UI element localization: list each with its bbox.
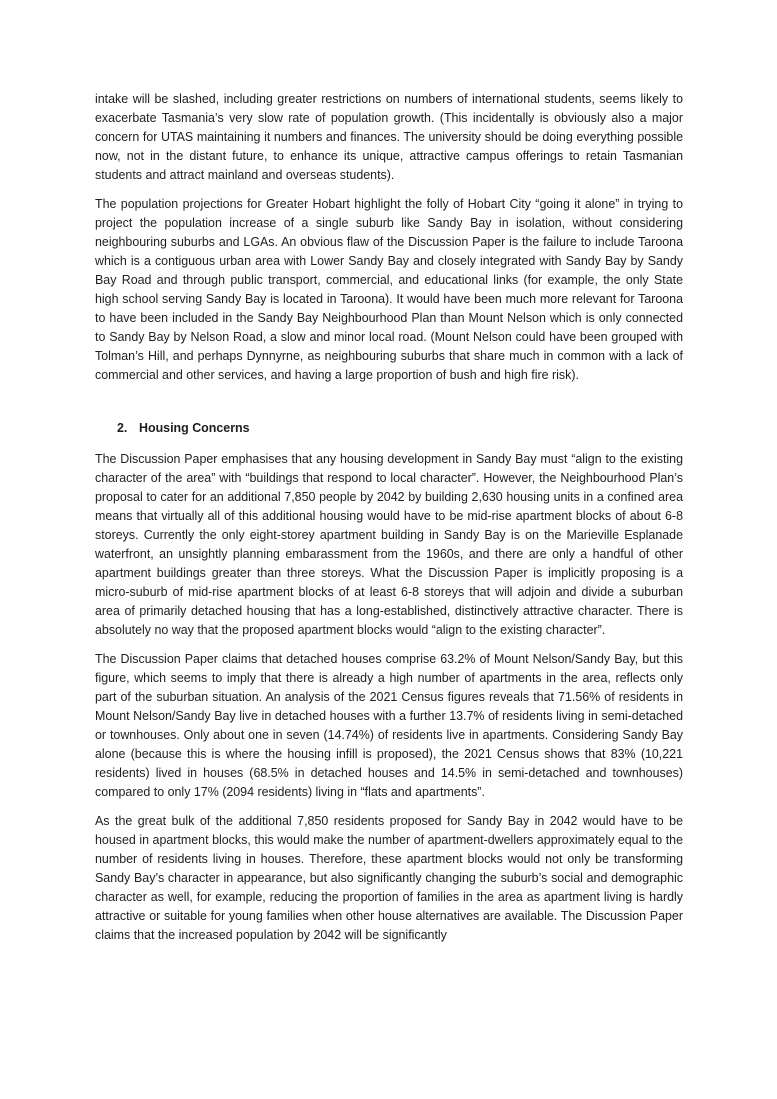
paragraph-existing-character: The Discussion Paper emphasises that any housing development in Sandy Bay must “align to the existing character of the area” with “buildings that respond to local character”. However, the Neighbourhood Plan’s proposal to cater for an additional 7,850 people by 2042 by building 2,630 housing units in a confined area means that virtually all of this additional housing would have to be mid-rise apartment blocks of about 6-8 storeys. Currently the only eight-storey apartment building in Sandy Bay is on the Marieville Esplanade waterfront, an unsightly planning embarassment from the 1960s, and there are only a handful of other apartment buildings greater than three storeys. What the Discussion Paper is implicitly proposing is a micro-suburb of mid-rise apartment blocks of at least 6-8 storeys that will adjoin and divide a suburban area of primarily detached housing that has a long-established, distinctively attractive character. There is absolutely no way that the proposed apartment blocks would “align to the existing character”.: [95, 452, 683, 637]
paragraph-intake: intake will be slashed, including greater restrictions on numbers of international students, seems likely to exacerbate Tasmania’s very slow rate of population growth. (This incidentally is obviously also a major concern for UTAS maintaining it numbers and finances. The university should be doing everything possible now, not in the distant future, to enhance its unique, attractive campus offerings to retain Tasmanian students and attract mainland and overseas students).: [95, 92, 683, 182]
paragraph-apartment-dwellers: As the great bulk of the additional 7,850 residents proposed for Sandy Bay in 2042 would have to be housed in apartment blocks, this would make the number of apartment-dwellers approximately equal to the number of residents living in houses. Therefore, these apartment blocks would not only be transforming Sandy Bay’s character in appearance, but also significantly changing the suburb’s social and demographic character as well, for example, reducing the proportion of families in the area as apartment living is hardly attractive or suitable for young families when other house alternatives are available. The Discussion Paper claims that the increased population by 2042 will be significantly: [95, 814, 683, 942]
paragraph-census-figures: The Discussion Paper claims that detached houses comprise 63.2% of Mount Nelson/Sandy Bay, but this figure, which seems to imply that there is already a high number of apartments in the area, reflects only part of the suburban situation. An analysis of the 2021 Census figures reveals that 71.56% of residents in Mount Nelson/Sandy Bay live in detached houses with a further 13.7% of residents living in semi-detached or townhouses. Only about one in seven (14.74%) of residents live in apartments. Considering Sandy Bay alone (because this is where the housing infill is proposed), the 2021 Census shows that 83% (10,221 residents) lived in houses (68.5% in detached houses and 14.5% in semi-detached and townhouses) compared to only 17% (2094 residents) living in “flats and apartments”.: [95, 652, 683, 799]
section-number: 2.: [117, 421, 128, 435]
paragraph-population-projections: The population projections for Greater Hobart highlight the folly of Hobart City “going it alone” in trying to project the population increase of a single suburb like Sandy Bay in isolation, without considering neighbouring suburbs and LGAs. An obvious flaw of the Discussion Paper is the failure to include Taroona which is a contiguous urban area with Lower Sandy Bay and closely integrated with Sandy Bay by Sandy Bay Road and through public transport, commercial, and educational links (for example, the only State high school serving Sandy Bay is located in Taroona). It would have been much more relevant for Taroona to have been included in the Sandy Bay Neighbourhood Plan than Mount Nelson which is only connected to Sandy Bay by Nelson Road, a slow and minor local road. (Mount Nelson could have been grouped with Tolman’s Hill, and perhaps Dynnyrne, as neighbouring suburbs that share much in common with a lack of commercial and other services, and having a large proportion of bush and high fire risk).: [95, 197, 683, 382]
section-heading: [95, 419, 683, 438]
section-title: Housing Concerns: [139, 421, 250, 435]
document-body: [95, 90, 683, 955]
